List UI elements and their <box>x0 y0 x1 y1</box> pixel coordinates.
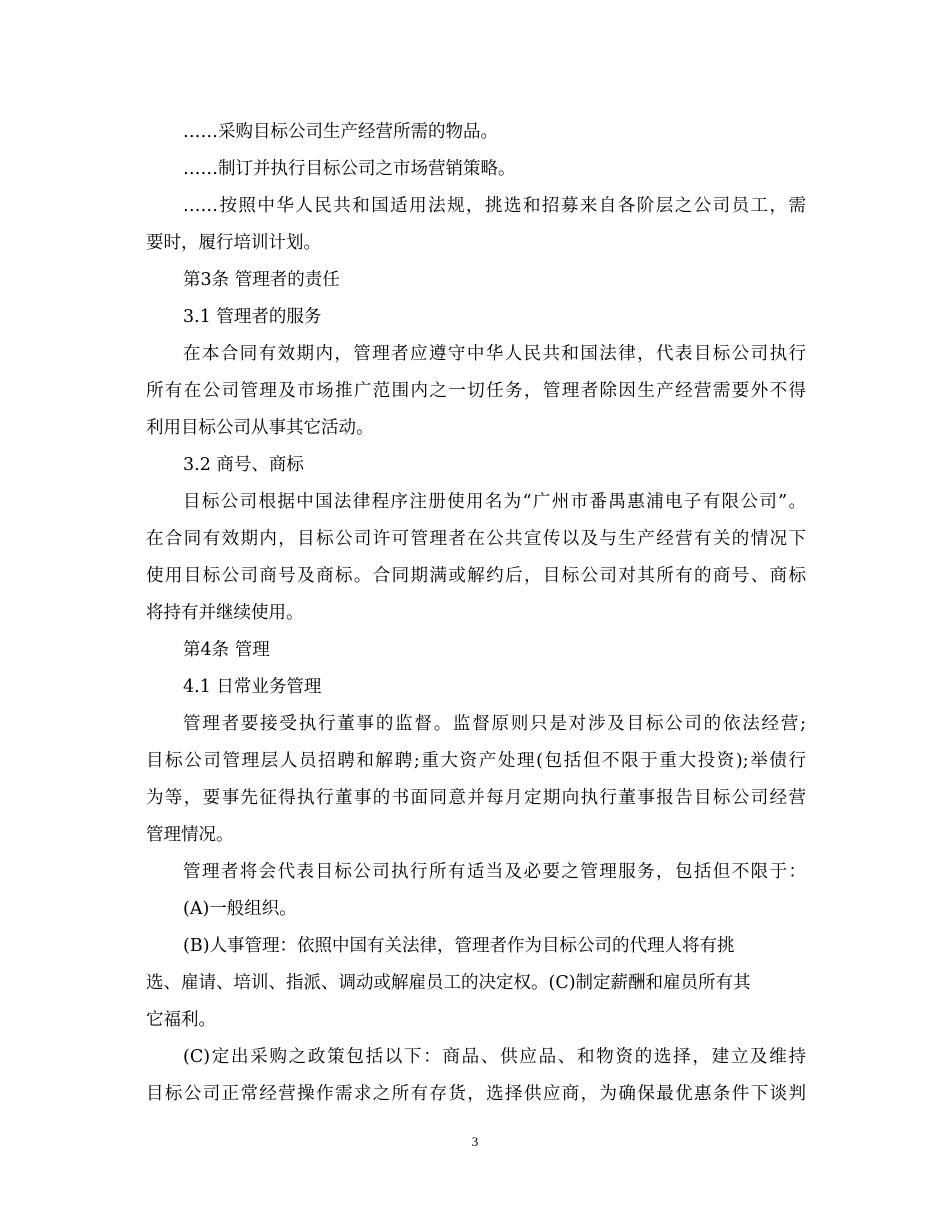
text-line: 目标公司管理层人员招聘和解聘;重大资产处理(包括但不限于重大投资);举债行 <box>146 751 806 771</box>
text-line: 为等，要事先征得执行董事的书面同意并每月定期向执行董事报告目标公司经营 <box>146 788 806 808</box>
text-line: 它福利。 <box>146 1010 216 1030</box>
text-line: 将持有并继续使用。 <box>146 603 304 623</box>
text-line: 3.2 商号、商标 <box>183 455 304 475</box>
text-line: 3.1 管理者的服务 <box>183 307 322 327</box>
text-line: ……采购目标公司生产经营所需的物品。 <box>183 122 498 142</box>
page-number: 3 <box>471 1134 479 1149</box>
text-line: 管理者要接受执行董事的监督。监督原则只是对涉及目标公司的依法经营; <box>183 714 806 734</box>
text-line: 要时，履行培训计划。 <box>146 233 321 253</box>
text-line: 管理者将会代表目标公司执行所有适当及必要之管理服务，包括但不限于： <box>183 862 806 882</box>
text-line: 第4条 管理 <box>183 640 270 660</box>
text-line: (A)一般组织。 <box>183 899 297 919</box>
text-line: 目标公司根据中国法律程序注册使用名为“广州市番禺惠浦电子有限公司”。 <box>183 492 806 512</box>
text-line: 所有在公司管理及市场推广范围内之一切任务，管理者除因生产经营需要外不得 <box>146 381 806 401</box>
text-line: (B)人事管理：依照中国有关法律，管理者作为目标公司的代理人将有挑 <box>183 936 735 956</box>
text-line: 选、雇请、培训、指派、调动或解雇员工的决定权。(C)制定薪酬和雇员所有其 <box>146 973 751 993</box>
text-line: 第3条 管理者的责任 <box>183 270 340 290</box>
document-body <box>146 114 806 1113</box>
text-line: 在合同有效期内，目标公司许可管理者在公共宣传以及与生产经营有关的情况下 <box>146 529 806 549</box>
text-line: 利用目标公司从事其它活动。 <box>146 418 374 438</box>
text-line: ……按照中华人民共和国适用法规，挑选和招募来自各阶层之公司员工，需 <box>183 196 806 216</box>
text-line: 使用目标公司商号及商标。合同期满或解约后，目标公司对其所有的商号、商标 <box>146 566 806 586</box>
text-line: 在本合同有效期内，管理者应遵守中华人民共和国法律，代表目标公司执行 <box>183 344 806 364</box>
text-line: ……制订并执行目标公司之市场营销策略。 <box>183 159 516 179</box>
text-line: 管理情况。 <box>146 825 234 845</box>
text-line: (C)定出采购之政策包括以下：商品、供应品、和物资的选择，建立及维持 <box>183 1047 806 1067</box>
text-line: 目标公司正常经营操作需求之所有存货，选择供应商，为确保最优惠条件下谈判 <box>146 1084 806 1104</box>
text-line: 4.1 日常业务管理 <box>183 677 322 697</box>
